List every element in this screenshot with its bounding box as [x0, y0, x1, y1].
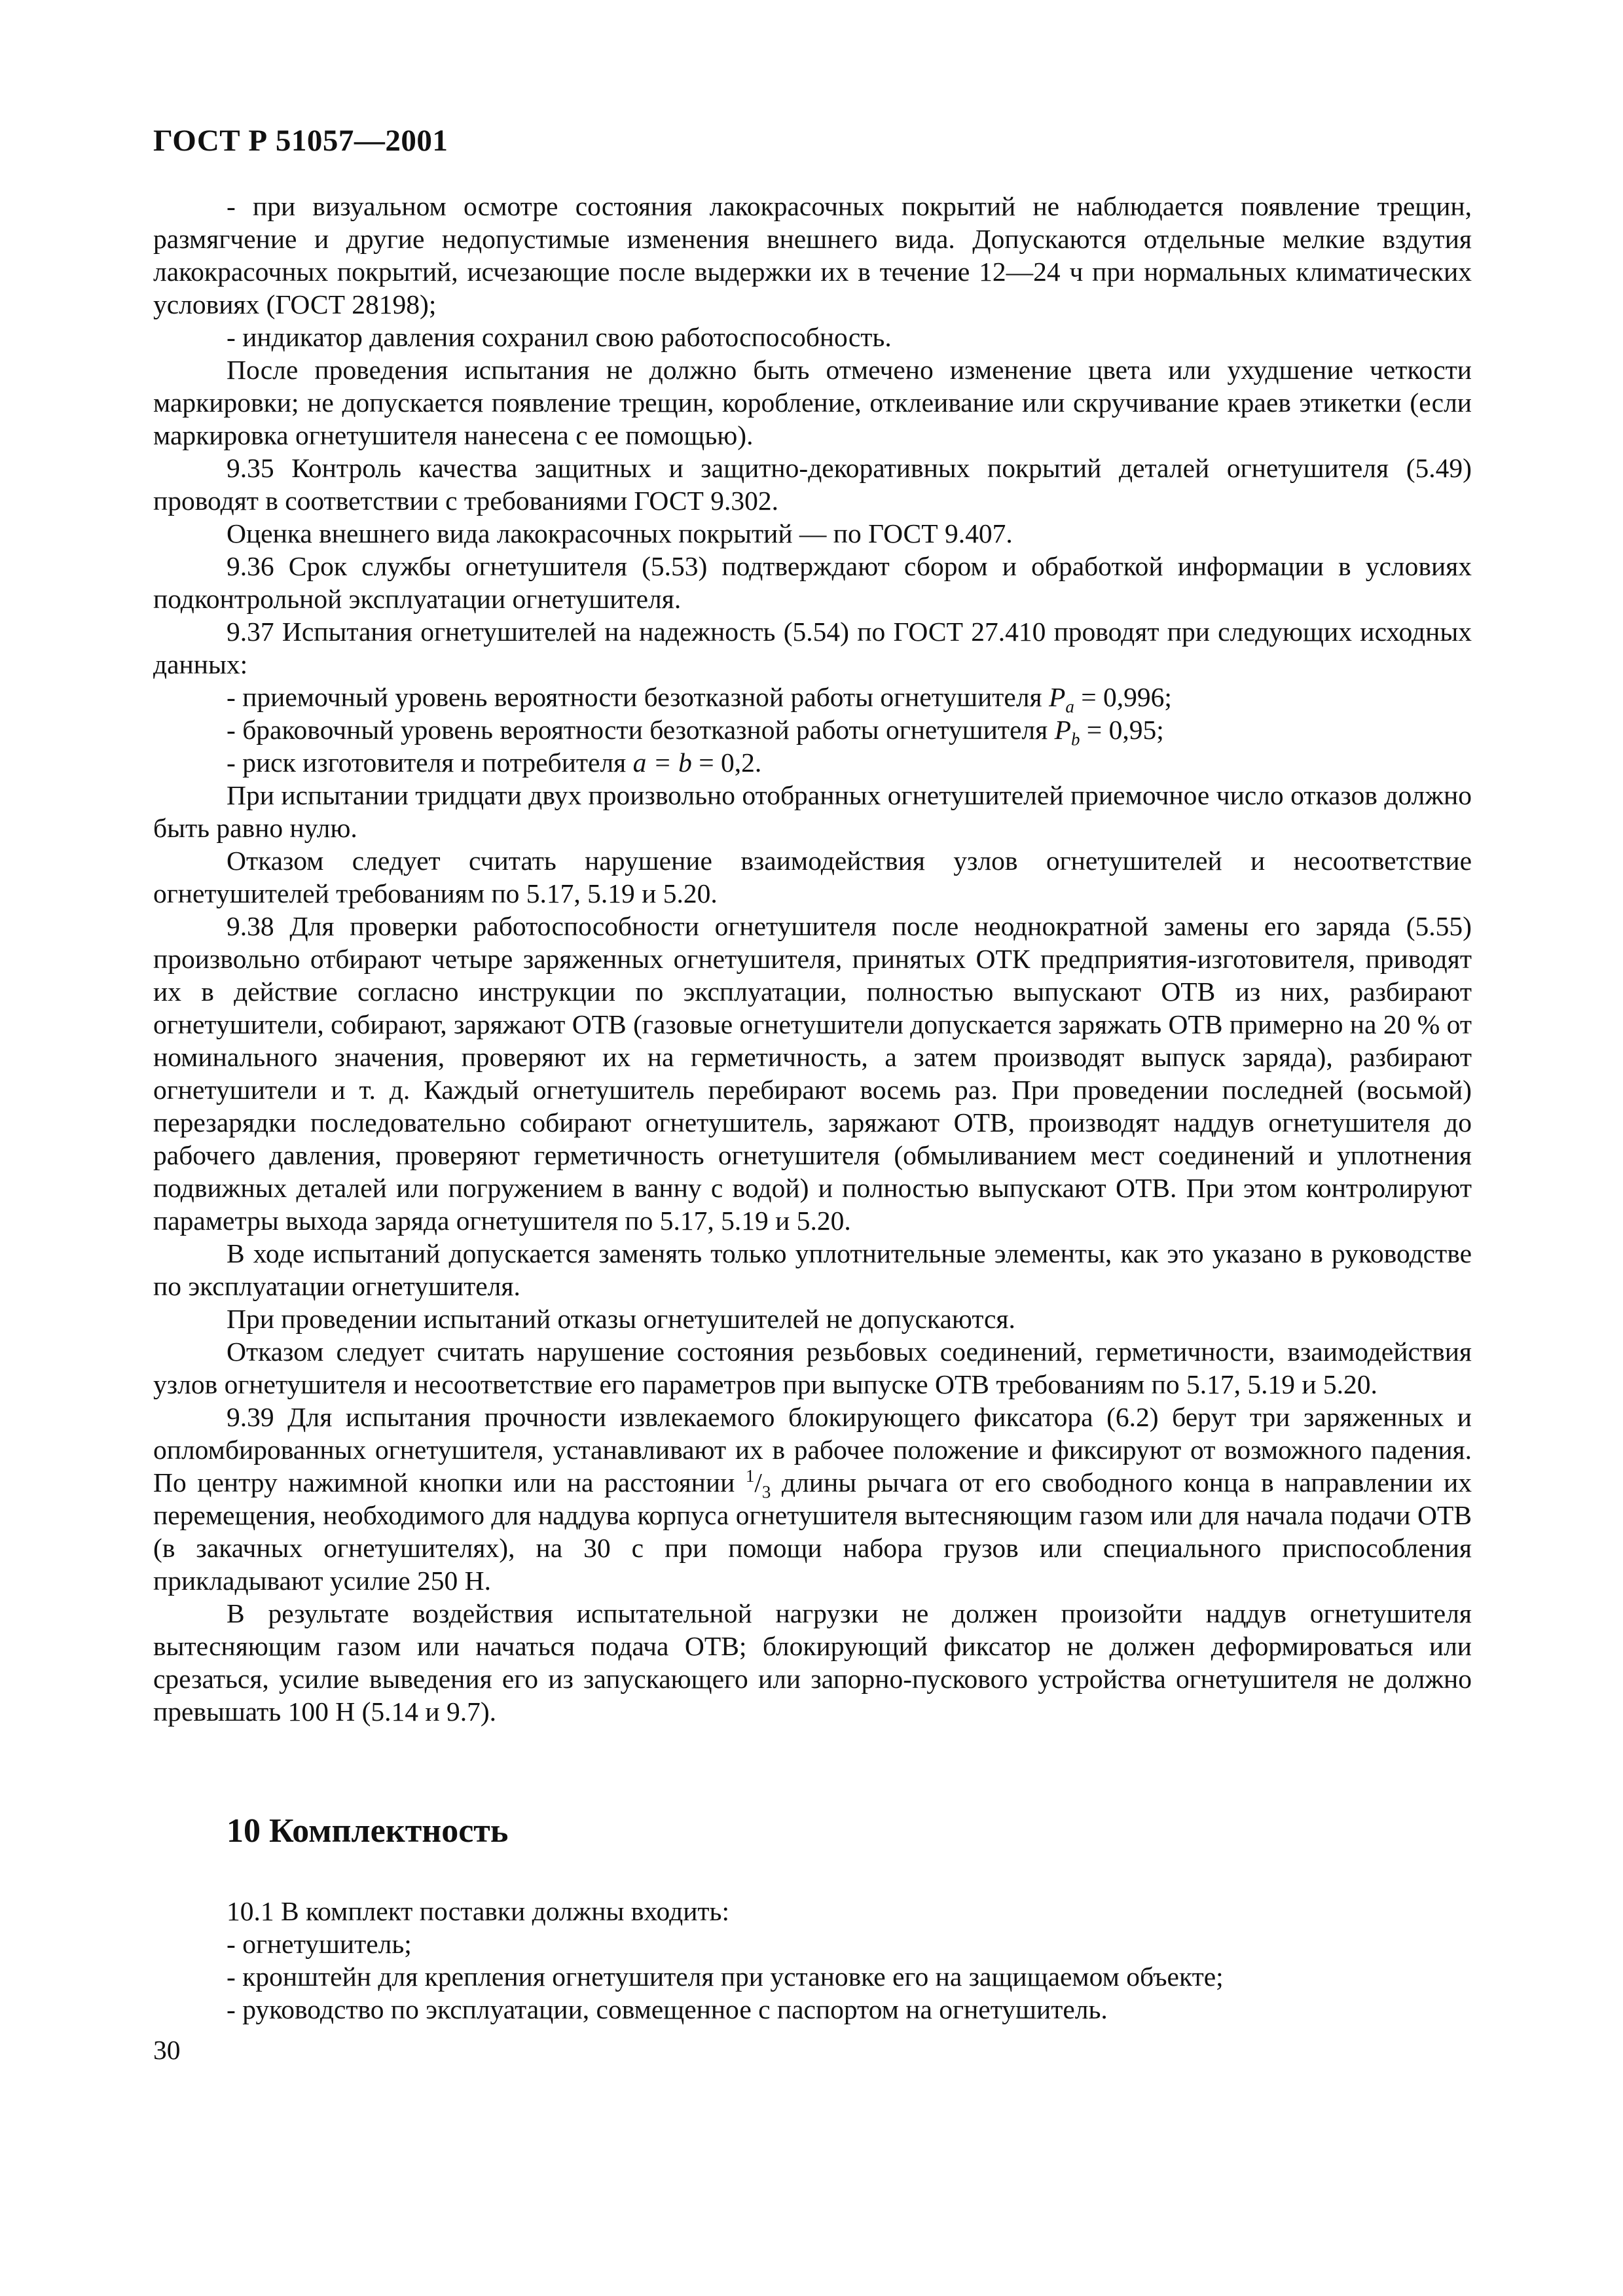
paragraph: При проведении испытаний отказы огнетушителей не допускаются.: [227, 1304, 1015, 1334]
paragraph: - при визуальном осмотре состояния лакокрасочных покрытий не наблюдается появление трещин, размягчение и другие недопустимые изменения внешнего вида. Допускаются отдельные мелкие вздутия лакокрасочных покрытий, исчезающие после выдержки их в течение 12—24 ч при нормальных климатических условиях (ГОСТ 28198);: [153, 191, 1472, 319]
section-10-intro: 10.1 В комплект поставки должны входить:: [227, 1896, 730, 1926]
paragraph-9-36: 9.36 Срок службы огнетушителя (5.53) подтверждают сбором и обработкой информации в условиях подконтрольной эксплуатации огнетушителя.: [153, 551, 1472, 614]
paragraph-9-39: 9.39 Для испытания прочности извлекаемого блокирующего фиксатора (6.2) берут три заряженных и опломбированных огнетушителя, устанавливают их в рабочее положение и фиксируют от возможного падения. По центру нажимной кнопки или на расстоянии $^1/_3$ длины рычага от его свободного конца в направлении их перемещения, необходимого для наддува корпуса огнетушителя вытесняющим газом или для начала подачи ОТВ (в закачных огнетушителях), на 30 с при помощи набора грузов или специального приспособления прикладывают усилие 250 Н.: [153, 1402, 1472, 1596]
risk-line: - риск изготовителя и потребителя a = b = 0,2.: [227, 747, 762, 778]
paragraph-9-37: 9.37 Испытания огнетушителей на надежность (5.54) по ГОСТ 27.410 проводят при следующих исходных данных:: [153, 617, 1472, 679]
paragraph: Отказом следует считать нарушение взаимодействия узлов огнетушителей и несоответствие огнетушителей требованиям по 5.17, 5.19 и 5.20.: [153, 846, 1472, 908]
paragraph: Отказом следует считать нарушение состояния резьбовых соединений, герметичности, взаимодействия узлов огнетушителя и несоответствие его параметров при выпуске ОТВ требованиям по 5.17, 5.19 и 5.20.: [153, 1336, 1472, 1399]
list-item: - огнетушитель;: [227, 1929, 412, 1959]
page-number: 30: [153, 2035, 181, 2065]
paragraph-result: В результате воздействия испытательной нагрузки не должен произойти наддув огнетушителя вытесняющим газом или начаться подача ОТВ; блокирующий фиксатор не должен деформироваться или срезаться, усилие выведения его из запускающего или запорно-пускового устройства огнетушителя не должно превышать 100 Н (5.14 и 9.7).: [153, 1598, 1472, 1727]
paragraph: После проведения испытания не должно быть отмечено изменение цвета или ухудшение четкости маркировки; не допускается появление трещин, коробление, отклеивание или скручивание краев этикетки (если маркировка огнетушителя нанесена с ее помощью).: [153, 355, 1472, 450]
paragraph: Оценка внешнего вида лакокрасочных покрытий — по ГОСТ 9.407.: [227, 518, 1013, 548]
paragraph-9-35: 9.35 Контроль качества защитных и защитно-декоративных покрытий деталей огнетушителя (5.49) проводят в соответствии с требованиями ГОСТ 9.302.: [153, 453, 1472, 516]
paragraph: При испытании тридцати двух произвольно отобранных огнетушителей приемочное число отказов должно быть равно нулю.: [153, 780, 1472, 843]
section-10-body: [153, 1895, 1472, 2026]
paragraph: В ходе испытаний допускается заменять только уплотнительные элементы, как это указано в руководстве по эксплуатации огнетушителя.: [153, 1238, 1472, 1301]
list-item: - кронштейн для крепления огнетушителя при установке его на защищаемом объекте;: [227, 1962, 1224, 1992]
document-body: [153, 190, 1472, 1728]
section-10-title: 10 Комплектность: [227, 1812, 509, 1850]
document-header: ГОСТ Р 51057—2001: [153, 124, 448, 158]
reliability-acceptance-line: - приемочный уровень вероятности безотказной работы огнетушителя $P_a = 0,996$;: [227, 682, 1172, 717]
paragraph: - индикатор давления сохранил свою работоспособность.: [227, 322, 892, 352]
reliability-rejection-line: - браковочный уровень вероятности безотказной работы огнетушителя $P_b = 0,95$;: [227, 715, 1164, 749]
list-item: - руководство по эксплуатации, совмещенное с паспортом на огнетушитель.: [227, 1994, 1108, 2024]
paragraph-9-38: 9.38 Для проверки работоспособности огнетушителя после неоднократной замены его заряда (5.55) произвольно отбирают четыре заряженных огнетушителя, принятых ОТК предприятия-изготовителя, приводят их в действие согласно инструкции по эксплуатации, полностью выпускают ОТВ из них, разбирают огнетушители, собирают, заряжают ОТВ (газовые огнетушители допускается заряжать ОТВ примерно на 20 % от номинального значения, проверяют их на герметичность, а затем производят выпуск заряда), разбирают огнетушители и т. д. Каждый огнетушитель перебирают восемь раз. При проведении последней (восьмой) перезарядки последовательно собирают огнетушитель, заряжают ОТВ, производят наддув огнетушителя до рабочего давления, проверяют герметичность огнетушителя (обмыливанием мест соединений и уплотнения подвижных деталей или погружением в ванну с водой) и полностью выпускают ОТВ. При этом контролируют параметры выхода заряда огнетушителя по 5.17, 5.19 и 5.20.: [153, 911, 1472, 1236]
